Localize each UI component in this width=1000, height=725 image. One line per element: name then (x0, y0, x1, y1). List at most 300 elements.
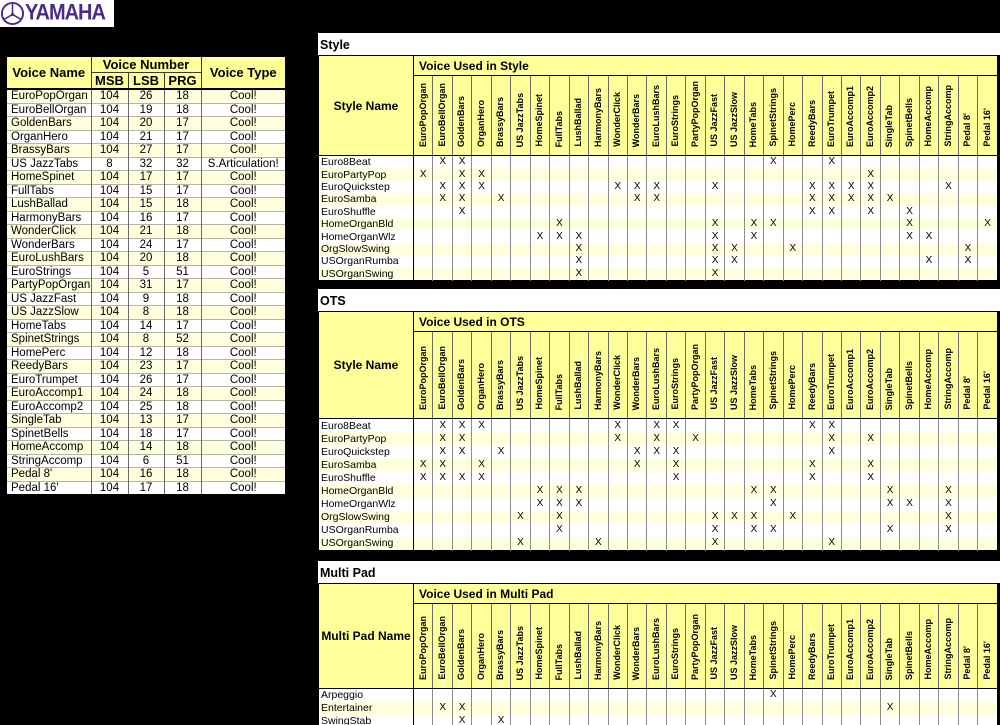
voice-row (6, 103, 286, 117)
voice-name-cell: HarmonyBars (6, 211, 91, 225)
voice-column-label: HomeAccomp (923, 619, 934, 680)
style-section-title (318, 33, 1000, 55)
empty-cell (725, 419, 744, 433)
voice-name-cell: BrassyBars (6, 144, 91, 158)
empty-cell (627, 255, 646, 267)
empty-cell (550, 168, 569, 180)
matrix-header-row-1 (319, 584, 998, 604)
msb-cell: 104 (91, 400, 128, 414)
voice-column-label: LushBallad (573, 631, 584, 680)
empty-cell (939, 218, 958, 230)
empty-cell (783, 432, 802, 445)
empty-cell (822, 511, 841, 524)
mark-cell: X (627, 193, 646, 205)
lsb-cell: 26 (128, 373, 164, 387)
empty-cell (491, 432, 510, 445)
voice-column-label: US JazzTabs (514, 92, 525, 147)
matrix-row (319, 168, 998, 180)
matrix-row (319, 181, 998, 193)
empty-cell (666, 432, 685, 445)
lsb-cell: 21 (128, 130, 164, 144)
empty-cell (978, 524, 998, 537)
matrix-header-row-1 (319, 56, 998, 76)
empty-cell (803, 524, 822, 537)
matrix-row (319, 689, 998, 702)
matrix-row-label: HomeOrganBld (319, 218, 414, 230)
voice-column-label: WonderClick (612, 625, 623, 680)
empty-cell (744, 156, 763, 169)
empty-cell (939, 206, 958, 218)
prg-cell: 17 (164, 184, 201, 198)
voice-column-label: HomePerc (787, 365, 798, 410)
lsb-cell: 16 (128, 211, 164, 225)
empty-cell (861, 484, 880, 497)
empty-cell (472, 156, 491, 169)
prg-cell: 17 (164, 319, 201, 333)
lsb-cell: 13 (128, 414, 164, 428)
empty-cell (841, 458, 860, 471)
empty-cell (744, 702, 763, 715)
mark-cell: X (550, 230, 569, 242)
empty-cell (433, 498, 452, 511)
empty-cell (530, 471, 549, 484)
empty-cell (783, 689, 802, 702)
empty-cell (978, 419, 998, 433)
lsb-cell: 12 (128, 346, 164, 360)
empty-cell (414, 218, 433, 230)
voice-column-header (880, 76, 899, 156)
empty-cell (627, 268, 646, 281)
empty-cell (530, 511, 549, 524)
brand-name: YAMAHA (25, 0, 105, 26)
empty-cell (880, 243, 899, 255)
matrix-row-label: Arpeggio (319, 689, 414, 702)
voice-column-label: SpinetStrings (767, 621, 778, 680)
lsb-cell: 32 (128, 157, 164, 171)
matrix-row-label: USOrganRumba (319, 524, 414, 537)
empty-cell (550, 689, 569, 702)
voice-row (6, 306, 286, 320)
empty-cell (880, 471, 899, 484)
voice-column-label: US JazzTabs (514, 355, 525, 410)
voice-column-header (550, 76, 569, 156)
band-header-label: Voice Used in Style (414, 56, 998, 76)
prg-cell: 18 (164, 346, 201, 360)
prg-cell: 17 (164, 360, 201, 374)
voice-column-header (472, 332, 491, 419)
row-header-label: Style Name (319, 312, 414, 419)
mark-cell: X (744, 511, 763, 524)
empty-cell (666, 484, 685, 497)
mark-cell: X (939, 181, 958, 193)
empty-cell (414, 484, 433, 497)
mark-cell: X (452, 168, 471, 180)
empty-cell (764, 255, 783, 267)
empty-cell (958, 156, 977, 169)
msb-cell: 104 (91, 279, 128, 293)
empty-cell (569, 156, 588, 169)
voice-column-label: SingleTab (884, 637, 895, 680)
mark-cell: X (822, 181, 841, 193)
voice-type-cell: S.Articulation! (201, 157, 286, 171)
empty-cell (647, 498, 666, 511)
empty-cell (530, 218, 549, 230)
msb-cell: 104 (91, 265, 128, 279)
empty-cell (569, 419, 588, 433)
voice-type-cell: Cool! (201, 279, 286, 293)
empty-cell (433, 230, 452, 242)
empty-cell (725, 268, 744, 281)
voice-row (6, 265, 286, 279)
voice-type-cell: Cool! (201, 171, 286, 185)
voice-type-cell: Cool! (201, 346, 286, 360)
empty-cell (491, 471, 510, 484)
voice-column-label: HomePerc (787, 102, 798, 147)
empty-cell (958, 715, 977, 725)
voice-column-header (686, 604, 705, 689)
matrix-row-label: USOrganSwing (319, 268, 414, 281)
empty-cell (491, 168, 510, 180)
empty-cell (472, 255, 491, 267)
prg-cell: 51 (164, 265, 201, 279)
msb-cell: 104 (91, 117, 128, 131)
voice-column-header (822, 604, 841, 689)
voice-column-label: EuroStrings (670, 95, 681, 147)
empty-cell (433, 268, 452, 281)
empty-cell (880, 218, 899, 230)
row-header-label: Multi Pad Name (319, 584, 414, 689)
empty-cell (900, 255, 919, 267)
lsb-cell: 14 (128, 441, 164, 455)
empty-cell (744, 445, 763, 458)
empty-cell (958, 511, 977, 524)
msb-cell: 104 (91, 387, 128, 401)
empty-cell (530, 689, 549, 702)
lsb-cell: 26 (128, 89, 164, 103)
mark-cell: X (803, 206, 822, 218)
voice-name-cell: EuroAccomp1 (6, 387, 91, 401)
empty-cell (841, 471, 860, 484)
empty-cell (433, 255, 452, 267)
empty-cell (725, 484, 744, 497)
voice-column-label: Pedal 16' (981, 108, 992, 147)
msb-header: MSB (91, 73, 128, 90)
empty-cell (511, 458, 530, 471)
empty-cell (764, 458, 783, 471)
mark-cell: X (530, 498, 549, 511)
voice-column-label: US JazzSlow (728, 624, 739, 680)
voice-name-cell: US JazzFast (6, 292, 91, 306)
voice-column-header (550, 604, 569, 689)
empty-cell (627, 206, 646, 218)
empty-cell (822, 689, 841, 702)
empty-cell (550, 206, 569, 218)
empty-cell (452, 458, 471, 471)
empty-cell (511, 432, 530, 445)
mark-cell: X (550, 511, 569, 524)
voice-name-cell: PartyPopOrgan (6, 279, 91, 293)
voice-type-cell: Cool! (201, 117, 286, 131)
empty-cell (939, 702, 958, 715)
voice-row (6, 333, 286, 347)
voice-column-header (764, 76, 783, 156)
empty-cell (900, 193, 919, 205)
empty-cell (744, 268, 763, 281)
empty-cell (725, 230, 744, 242)
mark-cell: X (764, 156, 783, 169)
voice-column-header (647, 604, 666, 689)
empty-cell (822, 230, 841, 242)
empty-cell (627, 471, 646, 484)
empty-cell (803, 689, 822, 702)
empty-cell (841, 255, 860, 267)
mark-cell: X (822, 445, 841, 458)
empty-cell (958, 689, 977, 702)
lsb-cell: 15 (128, 198, 164, 212)
voice-column-label: HomeAccomp (923, 349, 934, 410)
mark-cell: X (725, 243, 744, 255)
msb-cell: 104 (91, 454, 128, 468)
empty-cell (958, 471, 977, 484)
voice-type-cell: Cool! (201, 89, 286, 103)
lsb-cell: 6 (128, 454, 164, 468)
empty-cell (472, 268, 491, 281)
voice-column-header (705, 76, 724, 156)
empty-cell (550, 181, 569, 193)
voice-column-header (861, 332, 880, 419)
msb-cell: 104 (91, 468, 128, 482)
empty-cell (686, 243, 705, 255)
empty-cell (880, 445, 899, 458)
matrix-header (319, 584, 998, 689)
lsb-cell: 17 (128, 171, 164, 185)
empty-cell (803, 484, 822, 497)
voice-row (6, 238, 286, 252)
mark-cell: X (433, 432, 452, 445)
prg-cell: 18 (164, 252, 201, 266)
voice-column-label: HarmonyBars (592, 620, 603, 680)
empty-cell (647, 255, 666, 267)
mark-cell: X (803, 458, 822, 471)
prg-cell: 18 (164, 400, 201, 414)
empty-cell (414, 255, 433, 267)
voice-type-header: Voice Type (201, 56, 286, 89)
empty-cell (919, 702, 938, 715)
empty-cell (414, 689, 433, 702)
voice-column-header (647, 332, 666, 419)
voice-column-header (764, 332, 783, 419)
voice-column-label: US JazzTabs (514, 625, 525, 680)
prg-cell: 51 (164, 454, 201, 468)
matrix-row-label: USOrganRumba (319, 255, 414, 267)
empty-cell (569, 206, 588, 218)
empty-cell (414, 230, 433, 242)
msb-cell: 104 (91, 333, 128, 347)
voice-column-label: BrassyBars (495, 629, 506, 680)
empty-cell (978, 702, 998, 715)
empty-cell (491, 484, 510, 497)
empty-cell (666, 156, 685, 169)
empty-cell (627, 419, 646, 433)
mark-cell: X (589, 537, 608, 551)
empty-cell (686, 537, 705, 551)
empty-cell (900, 419, 919, 433)
voice-column-label: ReedyBars (806, 362, 817, 410)
voice-type-cell: Cool! (201, 103, 286, 117)
voice-column-label: EuroPopOrgan (417, 345, 428, 410)
prg-cell: 18 (164, 387, 201, 401)
empty-cell (647, 268, 666, 281)
voice-column-header (589, 604, 608, 689)
empty-cell (978, 268, 998, 281)
empty-cell (783, 484, 802, 497)
matrix-header-row-1 (319, 312, 998, 332)
empty-cell (433, 537, 452, 551)
empty-cell (822, 471, 841, 484)
voice-type-cell: Cool! (201, 454, 286, 468)
empty-cell (939, 168, 958, 180)
empty-cell (666, 268, 685, 281)
prg-cell: 17 (164, 130, 201, 144)
empty-cell (589, 181, 608, 193)
empty-cell (452, 498, 471, 511)
voice-column-label: EuroTrumpet (826, 90, 837, 147)
empty-cell (627, 230, 646, 242)
prg-cell: 32 (164, 157, 201, 171)
voice-column-label: WonderClick (612, 92, 623, 147)
voice-column-header (589, 332, 608, 419)
empty-cell (978, 432, 998, 445)
empty-cell (589, 193, 608, 205)
voice-column-header (939, 604, 958, 689)
mark-cell: X (919, 255, 938, 267)
mark-cell: X (705, 243, 724, 255)
voice-column-label: HarmonyBars (592, 350, 603, 410)
empty-cell (608, 445, 627, 458)
mark-cell: X (880, 484, 899, 497)
empty-cell (783, 537, 802, 551)
empty-cell (803, 498, 822, 511)
prg-cell: 18 (164, 198, 201, 212)
voice-column-label: OrganHero (475, 632, 486, 680)
empty-cell (939, 193, 958, 205)
empty-cell (647, 458, 666, 471)
empty-cell (608, 193, 627, 205)
empty-cell (705, 206, 724, 218)
empty-cell (647, 715, 666, 725)
empty-cell (744, 206, 763, 218)
voice-name-cell: SpinetStrings (6, 333, 91, 347)
mark-cell: X (414, 471, 433, 484)
voice-column-label: SpinetStrings (767, 88, 778, 147)
mark-cell: X (705, 537, 724, 551)
empty-cell (686, 156, 705, 169)
voice-column-header (822, 76, 841, 156)
voice-column-label: GoldenBars (456, 628, 467, 680)
empty-cell (608, 255, 627, 267)
empty-cell (705, 445, 724, 458)
voice-column-header (491, 332, 510, 419)
voice-row (6, 117, 286, 131)
empty-cell (725, 206, 744, 218)
empty-cell (414, 206, 433, 218)
voice-type-cell: Cool! (201, 225, 286, 239)
empty-cell (414, 524, 433, 537)
msb-cell: 104 (91, 103, 128, 117)
mark-cell: X (627, 458, 646, 471)
empty-cell (900, 181, 919, 193)
voice-number-header: Voice Number (91, 56, 201, 73)
msb-cell: 104 (91, 346, 128, 360)
empty-cell (958, 193, 977, 205)
empty-cell (919, 206, 938, 218)
matrix-header (319, 312, 998, 419)
voice-type-cell: Cool! (201, 130, 286, 144)
voice-column-header (958, 76, 977, 156)
empty-cell (725, 168, 744, 180)
empty-cell (530, 268, 549, 281)
empty-cell (608, 689, 627, 702)
voice-column-label: HomeTabs (748, 101, 759, 147)
multipad-title-text: Multi Pad (320, 566, 376, 580)
empty-cell (900, 458, 919, 471)
mark-cell: X (803, 419, 822, 433)
voice-name-cell: WonderClick (6, 225, 91, 239)
empty-cell (861, 255, 880, 267)
voice-column-header (491, 604, 510, 689)
empty-cell (822, 524, 841, 537)
matrix-row-label: EuroSamba (319, 193, 414, 205)
voice-column-header (589, 76, 608, 156)
matrix-row (319, 230, 998, 242)
voice-type-cell: Cool! (201, 468, 286, 482)
empty-cell (666, 218, 685, 230)
empty-cell (900, 511, 919, 524)
empty-cell (861, 419, 880, 433)
mark-cell: X (569, 268, 588, 281)
lsb-cell: 21 (128, 225, 164, 239)
empty-cell (686, 206, 705, 218)
voice-column-label: HomeTabs (748, 634, 759, 680)
empty-cell (647, 511, 666, 524)
empty-cell (841, 511, 860, 524)
empty-cell (919, 715, 938, 725)
empty-cell (491, 156, 510, 169)
empty-cell (803, 537, 822, 551)
empty-cell (608, 230, 627, 242)
voice-column-header (880, 332, 899, 419)
matrix-body (319, 689, 998, 725)
empty-cell (803, 511, 822, 524)
mark-cell: X (452, 206, 471, 218)
matrix-row-label: OrgSlowSwing (319, 243, 414, 255)
empty-cell (919, 524, 938, 537)
empty-cell (803, 230, 822, 242)
voice-name-cell: EuroPopOrgan (6, 89, 91, 103)
empty-cell (608, 218, 627, 230)
empty-cell (550, 419, 569, 433)
mark-cell: X (550, 484, 569, 497)
empty-cell (900, 524, 919, 537)
matrix-row (319, 537, 998, 551)
empty-cell (511, 715, 530, 725)
matrix-row (319, 419, 998, 433)
empty-cell (764, 445, 783, 458)
mark-cell: X (705, 511, 724, 524)
empty-cell (841, 419, 860, 433)
voice-column-label: US JazzFast (709, 627, 720, 680)
mark-cell: X (861, 168, 880, 180)
